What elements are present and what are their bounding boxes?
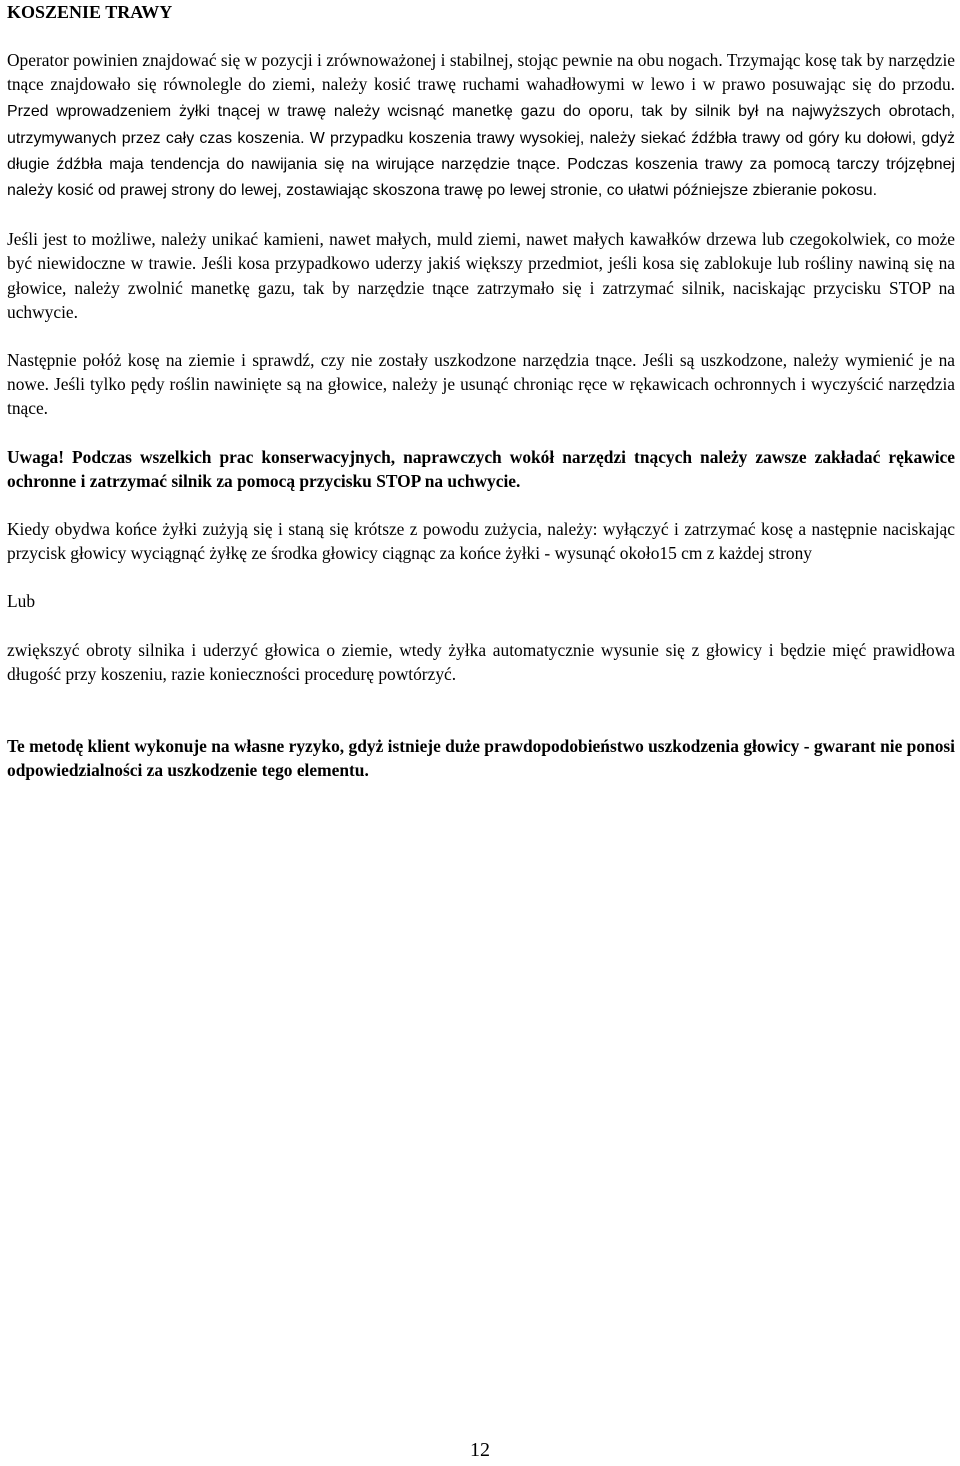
paragraph-bump-feed: zwiększyć obroty silnika i uderzyć głowica o ziemie, wtedy żyłka automatycznie wysunie się z głowicy i będzie mięć prawidłowa długość przy koszeniu, razie konieczności procedurę powtórzyć.	[7, 639, 955, 684]
page-number: 12	[470, 1439, 490, 1461]
warning-paragraph: Uwaga! Podczas wszelkich prac konserwacyjnych, naprawczych wokół narzędzi tnących należy zawsze zakładać rękawice ochronne i zatrzymać silnik za pomocą przycisku STOP na uchwycie.	[7, 446, 955, 491]
paragraph-mowing-technique-part3: W przypadku koszenia trawy wysokiej, należy siekać źdźbła trawy od góry ku dołowi, gdyż długie źdźbła maja tendencja do nawijania się na wirujące narzędzie tnące.	[7, 129, 956, 173]
paragraph-mowing-technique-part1: Operator powinien znajdować się w pozycji i zrównoważonej i stabilnej, stojąc pewnie na obu nogach. Trzymając kosę tak by narzędzie tnące znajdowało się równolegle do ziemi, należy kosić trawę ruchami wahadłowymi w lewo i w prawo posuwając się do przodu.	[7, 50, 955, 95]
paragraph-or: Lub	[7, 591, 36, 612]
document-page	[7, 0, 955, 782]
section-title: KOSZENIE TRAWY	[7, 2, 173, 22]
paragraph-mowing-technique-part2: Przed wprowadzeniem żyłki tnącej w trawę należy wcisnąć manetkę gazu do oporu, tak by silnik był na najwyższych obrotach, utrzymywanych przez cały czas koszenia.	[7, 103, 955, 147]
paragraph-obstacles: Jeśli jest to możliwe, należy unikać kamieni, nawet małych, muld ziemi, nawet małych kawałków drzewa lub czegokolwiek, co może być niewidoczne w trawie. Jeśli kosa przypadkowo uderzy jakiś większy przedmiot, jeśli kosa się zablokuje lub rośliny nawiną się na głowice, należy zwolnić manetkę gazu, tak by narzędzie tnące zatrzymało się i zatrzymać silnik, naciskając przycisku STOP na uchwycie.	[7, 229, 955, 322]
paragraph-mowing-technique	[7, 48, 955, 203]
paragraph-line-worn: Kiedy obydwa końce żyłki zużyją się i staną się krótsze z powodu zużycia, należy: wyłączyć i zatrzymać kosę a następnie naciskając przycisk głowicy wyciągnąć żyłkę ze środka głowicy ciągnąc za końce żyłki - wysunąć około15 cm z każdej strony	[7, 519, 955, 564]
paragraph-inspection: Następnie połóż kosę na ziemie i sprawdź, czy nie zostały uszkodzone narzędzia tnące. Jeśli są uszkodzone, należy wymienić je na nowe. Jeśli tylko pędy roślin nawinięte są na głowice, należy je usunąć chroniąc ręce w rękawicach ochronnych i wyczyścić narzędzia tnące.	[7, 350, 955, 419]
paragraph-mowing-technique-part4: Podczas koszenia trawy za pomocą tarczy trójzębnej należy kosić od prawej strony do lewej, zostawiając skoszona trawę po lewej stronie, co ułatwi późniejsze zbieranie pokosu.	[7, 155, 955, 200]
risk-notice-paragraph: Te metodę klient wykonuje na własne ryzyko, gdyż istnieje duże prawdopodobieństwo uszkodzenia głowicy - gwarant nie ponosi odpowiedzialności za uszkodzenie tego elementu.	[7, 736, 955, 781]
